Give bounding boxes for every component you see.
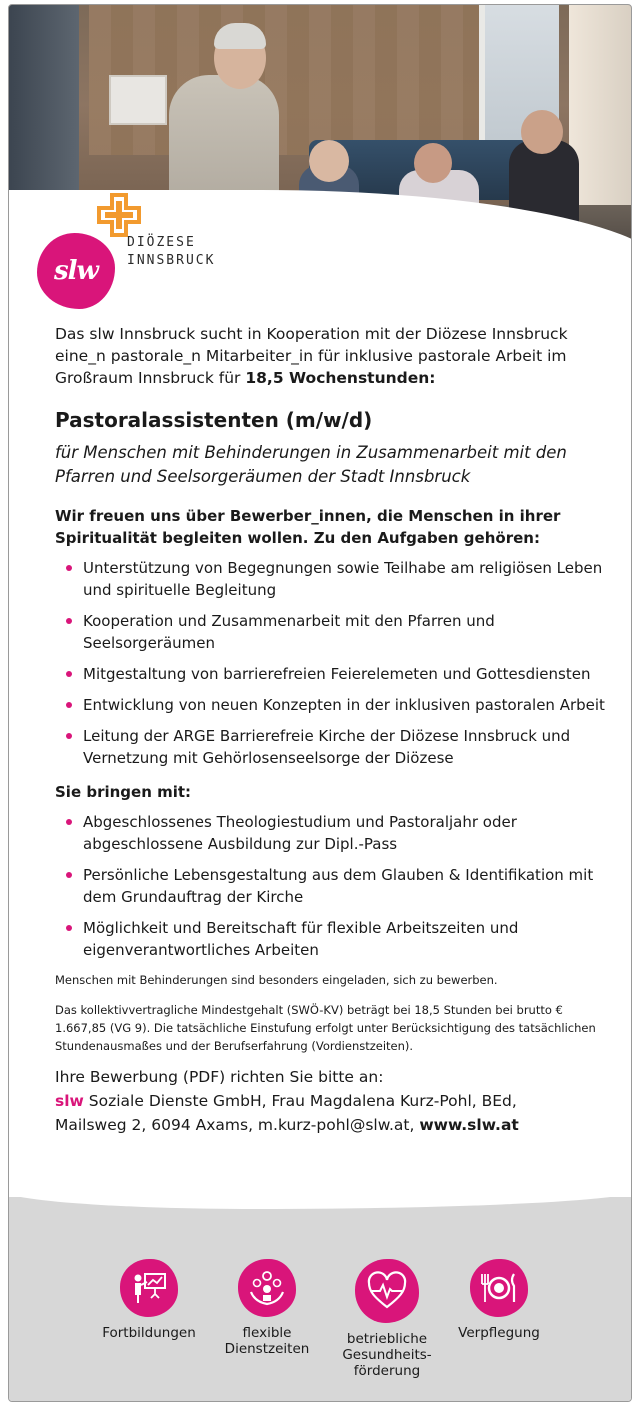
bullet-dot-icon [66,872,72,878]
benefit-label: betriebliche Gesundheits- förderung [342,1331,432,1379]
list-item: Entwicklung von neuen Konzepten in der inklusiven pastoralen Arbeit [55,694,615,716]
contact-line1: slw Soziale Dienste GmbH, Frau Magdalena Kurz-Pohl, BEd, [55,1092,517,1110]
plate-cutlery-icon [478,1268,520,1308]
list-item: Persönliche Lebensgestaltung aus dem Glauben & Identifikation mit dem Grundauftrag der Kirche [55,864,615,908]
tasks-list [55,557,615,769]
benefit-label: flexible Dienstzeiten [224,1325,310,1357]
dioezese-line1: DIÖZESE [127,235,196,250]
invitation-note: Menschen mit Behinderungen sind besonders eingeladen, sich zu bewerben. [55,973,498,987]
bullet-dot-icon [66,733,72,739]
heart-pulse-icon [366,1271,408,1311]
job-ad-card [8,4,632,1402]
requirements-list [55,811,615,961]
list-item: Unterstützung von Begegnungen sowie Teilhabe am religiösen Leben und spirituelle Begleitung [55,557,615,601]
weekly-hours: 18,5 Wochenstunden: [245,369,436,387]
benefit-verpflegung [429,1259,569,1341]
contact-intro: Ihre Bewerbung (PDF) richten Sie bitte an: [55,1068,384,1086]
benefits-band [9,1197,632,1402]
bullet-dot-icon [66,702,72,708]
requirements-heading: Sie bringen mit: [55,783,192,801]
list-item: Möglichkeit und Bereitschaft für flexible Arbeitszeiten und eigenverantwortliches Arbeiten [55,917,615,961]
cross-icon [97,193,141,237]
dioezese-logo [97,193,237,273]
presentation-icon [129,1268,169,1308]
bullet-dot-icon [66,819,72,825]
contact-brand: slw [55,1092,84,1110]
bullet-dot-icon [66,618,72,624]
website-link[interactable]: www.slw.at [419,1116,519,1134]
tasks-lead: Wir freuen uns über Bewerber_innen, die Menschen in ihrer Spiritualität begleiten wollen. Zu den Aufgaben gehören: [55,507,561,547]
list-item: Mitgestaltung von barrierefreien Feierelemeten und Gottesdiensten [55,663,615,685]
bullet-dot-icon [66,671,72,677]
contact-line2: Mailsweg 2, 6094 Axams, m.kurz-pohl@slw.at, www.slw.at [55,1116,519,1134]
salary-note: Das kollektivvertragliche Mindestgehalt (SWÖ-KV) beträgt bei 18,5 Stunden bei brutto € 1.667,85 (VG 9). Die tatsächliche Einstufung erfolgt unter Berücksichtigung des tatsächlichen Stundenausmaßes und der Berufserfahrung (Vordienstzeiten). [55,1003,596,1053]
bullet-dot-icon [66,925,72,931]
job-subtitle: für Menschen mit Behinderungen in Zusammenarbeit mit den Pfarren und Seelsorgeräumen der Stadt Innsbruck [55,443,567,486]
bullet-dot-icon [66,565,72,571]
slw-logo: slw [37,233,115,309]
content [55,323,615,1137]
benefit-flexible-dienstzeiten [197,1259,337,1357]
dioezese-line2: INNSBRUCK [127,253,216,268]
benefit-label: Fortbildungen [102,1325,196,1341]
list-item: Abgeschlossenes Theologiestudium und Pastoraljahr oder abgeschlossene Ausbildung zur Dipl.-Pass [55,811,615,855]
list-item: Kooperation und Zusammenarbeit mit den Pfarren und Seelsorgeräumen [55,610,615,654]
benefit-label: Verpflegung [458,1325,540,1341]
contact-block [55,1065,615,1137]
intro-text: Das slw Innsbruck sucht in Kooperation mit der Diözese Innsbruck eine_n pastorale_n Mitarbeiter_in für inklusive pastorale Arbeit im Großraum Innsbruck für 18,5 Wochenstunden: [55,325,568,387]
job-title: Pastoralassistenten (m/w/d) [55,408,373,432]
clock-hands-icon [247,1268,287,1308]
list-item: Leitung der ARGE Barrierefreie Kirche der Diözese Innsbruck und Vernetzung mit Gehörlosenseelsorge der Diözese [55,725,615,769]
